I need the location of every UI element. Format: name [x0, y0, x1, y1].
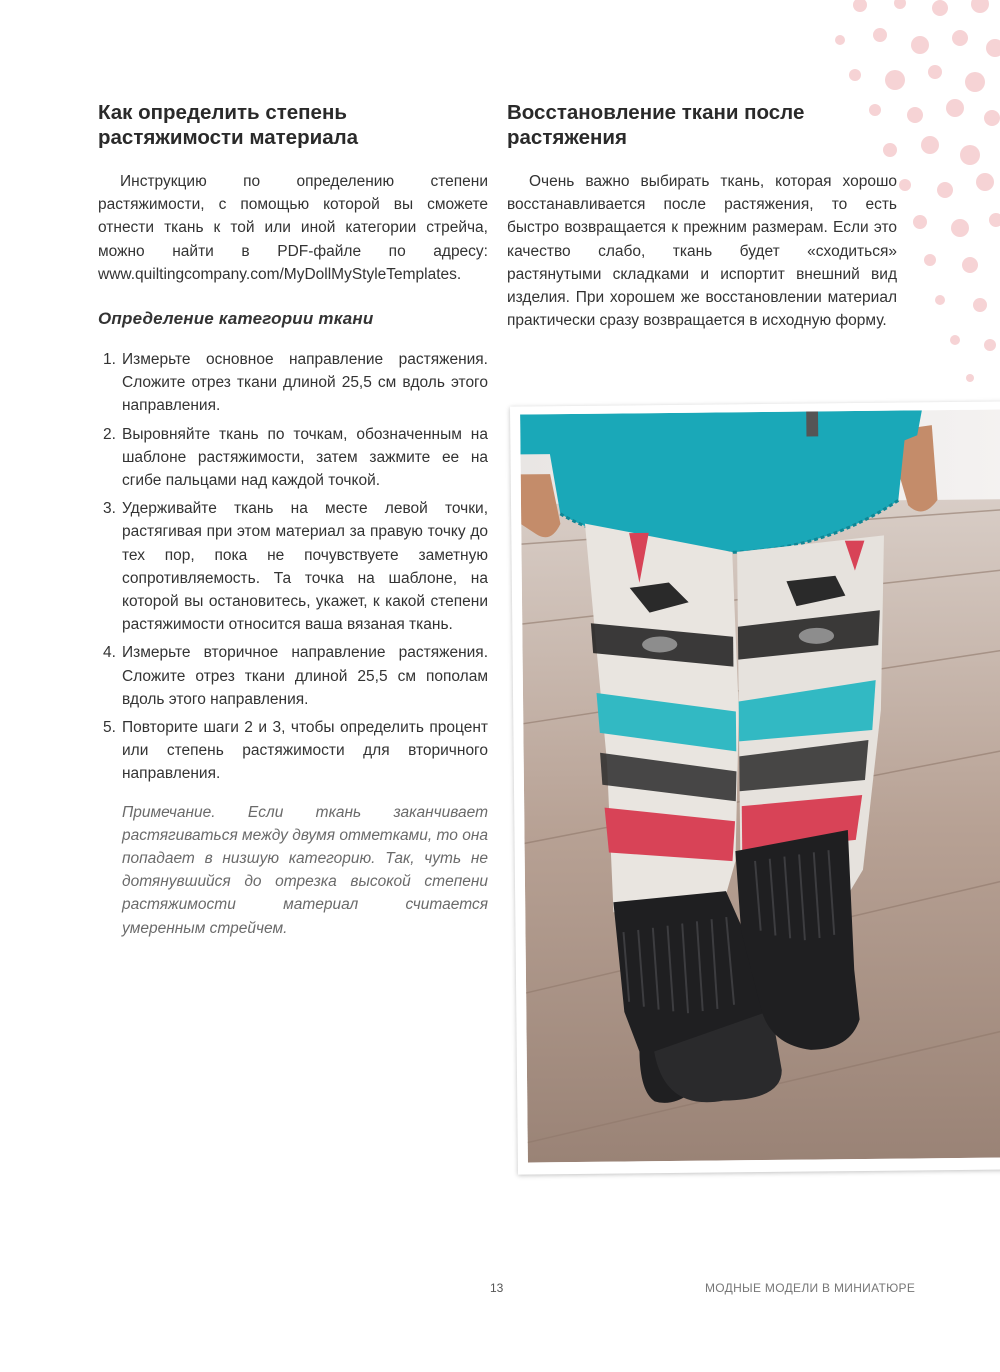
right-heading: Восстановление ткани после растяжения	[507, 101, 805, 149]
list-item	[98, 423, 488, 493]
step-text: Выровняйте ткань по точкам, обозначенным на шаблоне растяжимости, затем зажмите ее на сгибе пальцами над каждой точкой.	[122, 425, 488, 490]
left-column	[98, 100, 488, 940]
intro-paragraph: Инструкцию по определению степени растяжимости, с помощью которой вы сможете отнести ткань к той или иной категории стрейча, можно найти в PDF-файле по адресу: www.quiltingcompany.com/MyDollMyStyleTemplates.	[98, 173, 488, 283]
recovery-paragraph: Очень важно выбирать ткань, которая хорошо восстанавливается после растяжения, то есть быстро возвращается к прежним размерам. Если это качество слабо, ткань будет «сходиться» растянутыми складками и испортит внешний вид изделия. При хорошем же восстановлении материал практически сразу возвращается в исходную форму.	[507, 173, 897, 330]
left-heading: Как определить степень растяжимости материала	[98, 101, 359, 149]
step-number: 4.	[103, 644, 116, 662]
step-text: Повторите шаги 2 и 3, чтобы определить процент или степень растяжимости для вторичного направления.	[122, 719, 488, 783]
step-number: 5.	[103, 719, 116, 737]
step-number: 3.	[103, 500, 116, 518]
doll-leggings-photo	[510, 401, 1000, 1174]
running-footer-title: МОДНЫЕ МОДЕЛИ В МИНИАТЮРЕ	[705, 1281, 916, 1295]
list-item	[98, 716, 488, 786]
note-paragraph: Примечание. Если ткань заканчивает растягиваться между двумя отметками, то она попадает в низшую категорию. Так, чуть не дотянувшийся до отрезка высокой степени растяжимости материал считается умеренным стрейчем.	[122, 803, 488, 937]
list-item	[98, 641, 488, 711]
list-item	[98, 348, 488, 418]
steps-list	[98, 348, 488, 786]
step-text: Измерьте вторичное направление растяжения. Сложите отрез ткани длиной 25,5 см пополам вдоль этого направления.	[122, 644, 488, 708]
step-number: 2.	[103, 425, 116, 443]
subheading: Определение категории ткани	[98, 309, 374, 329]
right-column	[507, 100, 897, 332]
photo-illustration	[520, 409, 1000, 1162]
step-number: 1.	[103, 351, 116, 369]
page-number: 13	[490, 1281, 504, 1295]
step-text: Удерживайте ткань на месте левой точки, растягивая при этом материал за правую точку до тех пор, пока не почувствуете заметную сопротивляемость. Та точка на шаблоне, на которой вы остановитесь, укажет, к какой степени растяжимости относится ваша вязаная ткань.	[122, 500, 488, 634]
step-text: Измерьте основное направление растяжения. Сложите отрез ткани длиной 25,5 см вдоль этого направления.	[122, 351, 488, 415]
list-item	[98, 497, 488, 636]
